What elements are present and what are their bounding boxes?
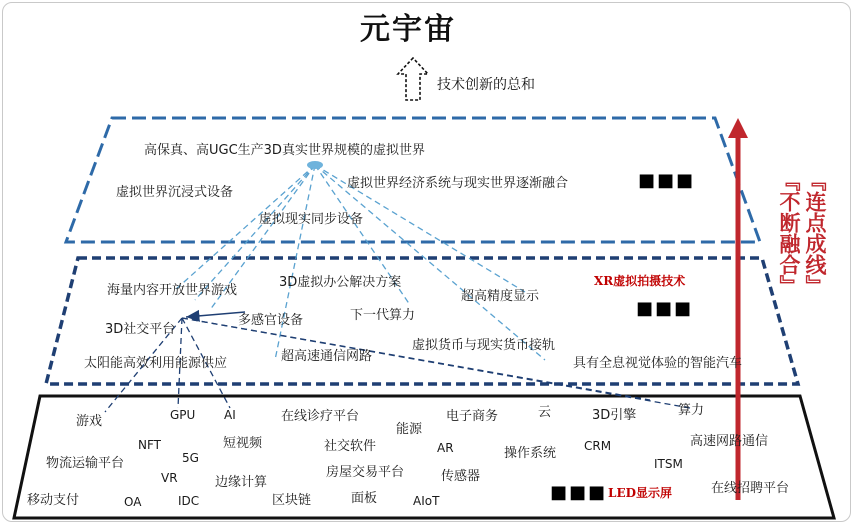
bottom-item-28: 面板 (351, 491, 378, 506)
middle-item-5: 3D社交平台 (105, 322, 176, 337)
bottom-item-4: 在线诊疗平台 (281, 409, 360, 424)
side-label-left-column: 『不断融合』 (777, 170, 802, 296)
bottom-item-31: 在线招聘平台 (711, 481, 790, 496)
bottom-item-7: 云 (538, 405, 552, 420)
bottom-item-9: 算力 (678, 403, 705, 418)
page-title: 元宇宙 (360, 12, 456, 47)
middle-item-1: 海量内容开放世界游戏 (107, 283, 238, 298)
bottom-item-1: 游戏 (76, 414, 103, 429)
middle-item-6: 多感官设备 (238, 313, 304, 328)
bottom-item-16: 高速网路通信 (690, 434, 769, 449)
bottom-item-21: 边缘计算 (215, 475, 268, 490)
bottom-item-15: CRM (584, 439, 612, 453)
arrow-caption: 技术创新的总和 (437, 77, 535, 93)
bottom-item-18: 5G (182, 451, 199, 465)
middle-item-8: 虚拟货币与现实货币接轨 (412, 338, 556, 353)
bottom-item-17: 物流运输平台 (46, 456, 125, 471)
bottom-item-23: 传感器 (441, 469, 481, 484)
bottom-item-13: AR (437, 441, 454, 455)
bottom-item-14: 操作系统 (504, 446, 557, 461)
middle-item-2: 3D虚拟办公解决方案 (279, 275, 402, 290)
bottom-item-5: 能源 (396, 422, 423, 437)
bottom-item-11: 短视频 (223, 436, 263, 451)
side-arrow-head (728, 118, 748, 138)
top-item-3: 虚拟世界经济系统与现实世界逐渐融合 (347, 176, 569, 191)
bottom-item-24: 移动支付 (27, 493, 80, 508)
bottom-item-20: VR (161, 471, 178, 485)
middle-hub-arrow (186, 312, 245, 317)
middle-ellipsis: ■■■ (636, 298, 694, 319)
middle-item-10: 太阳能高效利用能源供应 (84, 356, 228, 371)
middle-item-11: 具有全息视觉体验的智能汽车 (573, 356, 743, 371)
bottom-item-6: 电子商务 (446, 409, 499, 424)
bottom-item-2: GPU (170, 408, 196, 422)
hollow-up-arrow (398, 58, 428, 100)
bottom-item-27: 区块链 (272, 493, 312, 508)
bottom-item-25: OA (124, 495, 142, 509)
side-label-right-column: 『连点成线』 (803, 170, 828, 296)
top-item-4: 虚拟现实同步设备 (259, 212, 364, 227)
top-item-1: 高保真、高UGC生产3D真实世界规模的虚拟世界 (144, 143, 425, 158)
bottom-ellipsis: ■■■ (550, 482, 608, 503)
bottom-item-30-highlight: LED显示屏 (608, 486, 672, 500)
bottom-item-26: IDC (178, 494, 200, 508)
middle-item-7: 下一代算力 (350, 308, 416, 323)
top-hub-node (307, 161, 323, 169)
bottom-item-8: 3D引擎 (592, 408, 637, 423)
bottom-item-19: ITSM (654, 457, 683, 471)
middle-item-3: 超高精度显示 (461, 289, 540, 304)
top-item-2: 虚拟世界沉浸式设备 (116, 185, 234, 200)
bottom-item-29: AIoT (413, 494, 440, 508)
bottom-item-3: AI (224, 408, 236, 422)
side-label (772, 170, 832, 296)
middle-item-4-highlight: XR虚拟拍摄技术 (594, 274, 686, 288)
top-ellipsis: ■■■ (638, 170, 696, 191)
bottom-item-10: NFT (138, 438, 161, 452)
bottom-item-12: 社交软件 (324, 439, 377, 454)
middle-item-9: 超高速通信网路 (281, 349, 373, 364)
bottom-item-22: 房屋交易平台 (326, 465, 405, 480)
